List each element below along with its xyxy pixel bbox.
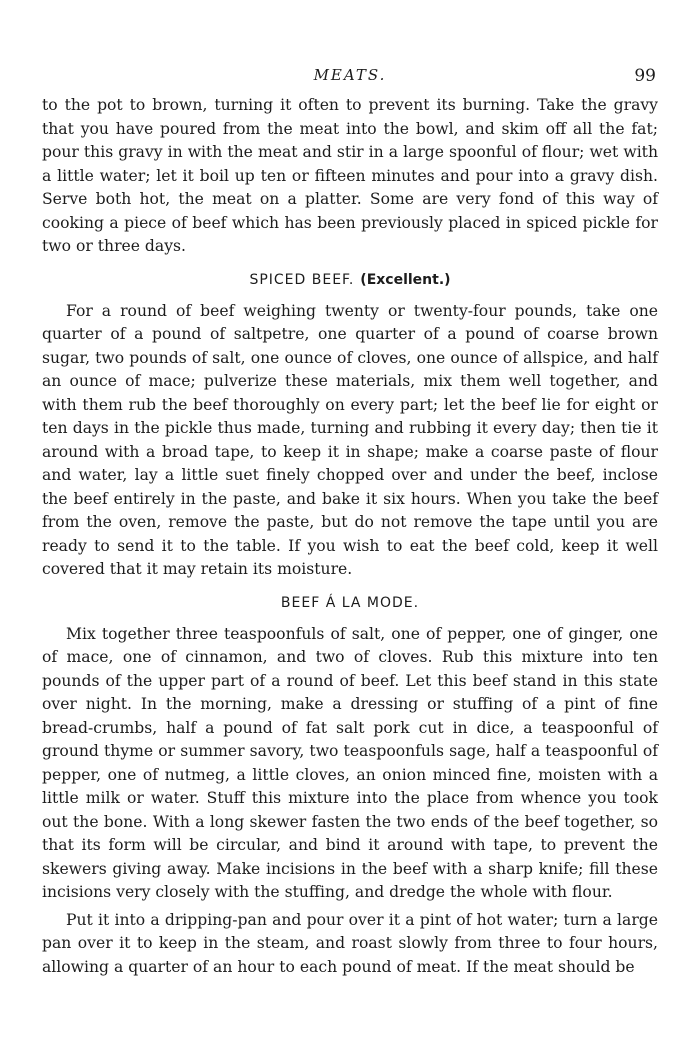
- page-number: 99: [634, 66, 656, 86]
- section-note: (Excellent.): [360, 271, 451, 288]
- section-heading-beef-a-la-mode: [42, 595, 658, 611]
- section-heading-spiced-beef: [42, 272, 658, 288]
- running-header: [42, 64, 658, 94]
- recipe-paragraph: Put it into a dripping-pan and pour over it a pint of hot water; turn a large pan over it to keep in the steam, and roast slowly from three to four hours, allowing a quarter of an hour to each pound of meat. If the meat should be: [42, 910, 658, 976]
- section-title: BEEF Á LA MODE.: [280, 594, 420, 611]
- recipe-paragraph: Mix together three teaspoonfuls of salt, one of pepper, one of ginger, one of mace, one of cinnamon, and two of cloves. Rub this mixture into ten pounds of the upper part of a round of beef. Let this beef stand in this state over night. In the morning, make a dressing or stuffing of a pint of fine bread-crumbs, half a pound of fat salt pork cut in dice, a teaspoonful of ground thyme or summer savory, two teaspoonfuls sage, half a teaspoonful of pepper, one of nutmeg, a little cloves, an onion minced fine, moisten with a little milk or water. Stuff this mixture into the place from whence you took out the bone. With a long skewer fasten the two ends of the beef together, so that its form will be circular, and bind it around with tape, to prevent the skewers giving away. Make incisions in the beef with a sharp knife; fill these incisions very closely with the stuffing, and dredge the whole with flour.: [42, 624, 658, 901]
- running-title: MEATS.: [313, 66, 387, 84]
- section-title: SPICED BEEF.: [249, 271, 355, 288]
- recipe-paragraph: For a round of beef weighing twenty or twenty-four pounds, take one quarter of a pound of saltpetre, one quarter of a pound of coarse brown sugar, two pounds of salt, one ounce of cloves, one ounce of allspice, and half an ounce of mace; pulverize these materials, mix them well together, and with them rub the beef thoroughly on every part; let the beef lie for eight or ten days in the pickle thus made, turning and rubbing it every day; then tie it around with a broad tape, to keep it in shape; make a coarse paste of flour and water, lay a little suet finely chopped over and under the beef, inclose the beef entirely in the paste, and bake it six hours. When you take the beef from the oven, remove the paste, but do not remove the tape until you are ready to send it to the table. If you wish to eat the beef cold, keep it well covered that it may retain its moisture.: [42, 301, 658, 578]
- continuation-paragraph: to the pot to brown, turning it often to prevent its burning. Take the gravy that you have poured from the meat into the bowl, and skim off all the fat; pour this gravy in with the meat and stir in a large spoonful of flour; wet with a little water; let it boil up ten or fifteen minutes and pour into a gravy dish. Serve both hot, the meat on a platter. Some are very fond of this way of cooking a piece of beef which has been previously placed in spiced pickle for two or three days.: [42, 96, 658, 255]
- book-page: [42, 64, 658, 979]
